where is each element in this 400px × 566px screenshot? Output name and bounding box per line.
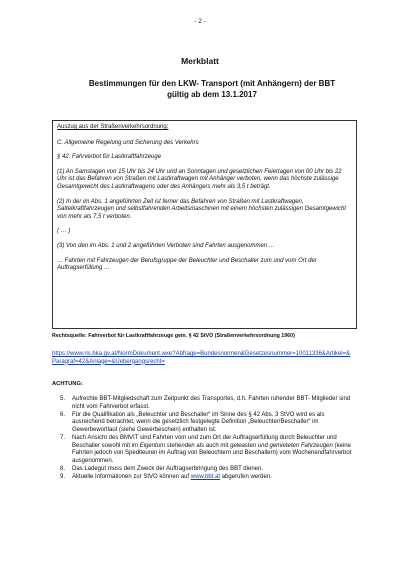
page-number: - 2 - <box>194 18 206 25</box>
list-item <box>60 396 358 411</box>
list-item <box>60 465 358 474</box>
list-item-text: (keine Fahrten jedoch von Spediteuren im Auftrag von Beleuchtern und Beschallern) vom Wochenendfahrverbot ausgenommen. <box>72 442 352 464</box>
list-item-text: Nach Ansicht des BMVIT sind Fahrten vom und zum Ort der Auftragserfüllung durch Beleuchter und Beschaller sowohl mit <box>72 434 337 449</box>
list-item <box>60 473 358 482</box>
list-item-number: 9. <box>60 473 66 480</box>
legal-source-link[interactable]: https://www.ris.bka.gv.at/NormDokument.wxe?Abfrage=Bundesnormen&Gesetzesnummer=10011336&Artikel=&Paragraf=42&Anlage=&Uebergangsrecht= <box>52 351 351 365</box>
list-item <box>60 411 358 435</box>
list-item-number: 6. <box>60 411 66 418</box>
document-title: Merkblatt <box>181 56 219 66</box>
achtung-heading: ACHTUNG: <box>52 381 83 387</box>
list-item-number: 7. <box>60 434 66 441</box>
excerpt-section-42: § 42. Fahrverbot für Lastkraftfahrzeuge <box>57 154 162 161</box>
subtitle-line-1: Bestimmungen für den LKW- Transport (mit Anhängern) der BBT <box>88 79 336 88</box>
excerpt-paragraph-1: (1) An Samstagen von 15 Uhr bis 24 Uhr und an Sonntagen und gesetzlichen Feiertagen von 00 Uhr bis 22 Uhr ist das Befahren von Straßen mit Lastkraftwagen mit Anhänger verboten, wenn das höchste zulässige Gesamtgewicht des Lastkraftwagens oder des Anhängers mehr als 3,5 t beträgt. <box>57 168 342 190</box>
excerpt-heading: Auszug aus der Straßenverkehrsordnung: <box>57 124 169 130</box>
list-item-emphasis: im Eigentum stehenden <box>131 442 195 449</box>
excerpt-paragraph-4: … Fahrten mit Fahrzeugen der Berufsgruppe der Beleuchter und Beschaller zum und vom Ort der Auftragserfüllung … <box>57 257 317 272</box>
stvo-excerpt-box <box>52 120 357 329</box>
list-item-text: Für die Qualifikation als „Beleuchter und Beschaller“ im Sinne des § 42 Abs. 3 StVO wird es als ausreichend betrachtet, wenn die gesetzlich festgelegte Definition „Beleuchter/Beschaller“ im Gewerbewortlaut (siehe Gewerbeschein) enthalten ist. <box>72 411 325 433</box>
list-item-number: 8. <box>60 465 66 472</box>
list-item-number: 5. <box>60 396 66 402</box>
list-item-text: als auch mit <box>194 442 231 449</box>
list-item <box>60 434 358 465</box>
subtitle-line-2: gültig ab dem 13.1.2017 <box>167 89 257 99</box>
list-item-text: Aufrechte BBT-Mitgliedschaft zum Zeitpunkt des Transportes, d.h. Fahrten ruhender BBT- Mitglieder sind nicht vom Fahrverbot erfasst. <box>72 396 351 410</box>
list-item-emphasis: geleasten und gemieteten Fahrzeugen <box>230 442 333 449</box>
bbt-website-link[interactable]: www.bbt.at <box>190 473 221 480</box>
excerpt-section-c: C. Allgemeine Regelung und Sicherung des Verkehrs <box>57 139 199 146</box>
list-item-text: Das Ladegut muss dem Zweck der Auftragserbringung des BBT dienen. <box>72 465 263 472</box>
legal-source-label: Rechtsquelle: Fahrverbot für Lastkraftfahrzeuge gem. § 42 StVO (Straßenverkehrsordnung 1960) <box>52 333 295 339</box>
conditions-list <box>60 396 358 482</box>
excerpt-paragraph-3: (3) Von den im Abs. 1 und 2 angeführten Verboten sind Fahrten ausgenommen … <box>57 242 275 249</box>
document-subtitle <box>52 79 372 100</box>
list-item-text: abgerufen werden. <box>220 473 272 480</box>
excerpt-paragraph-2: (2) In der im Abs. 1 angeführten Zeit ist ferner das Befahren von Straßen mit Lastkraftwagen, Sattelkraftfahrzeugen und selbstfahrenden Arbeitsmaschinen mit einem höchsten zulässigen Gesamtgewicht von mehr als 7,5 t verboten. <box>57 198 346 220</box>
list-item-text: Aktuelle Informationen zur StVO können auf <box>72 473 191 480</box>
excerpt-ellipsis: ( … ) <box>57 228 71 235</box>
